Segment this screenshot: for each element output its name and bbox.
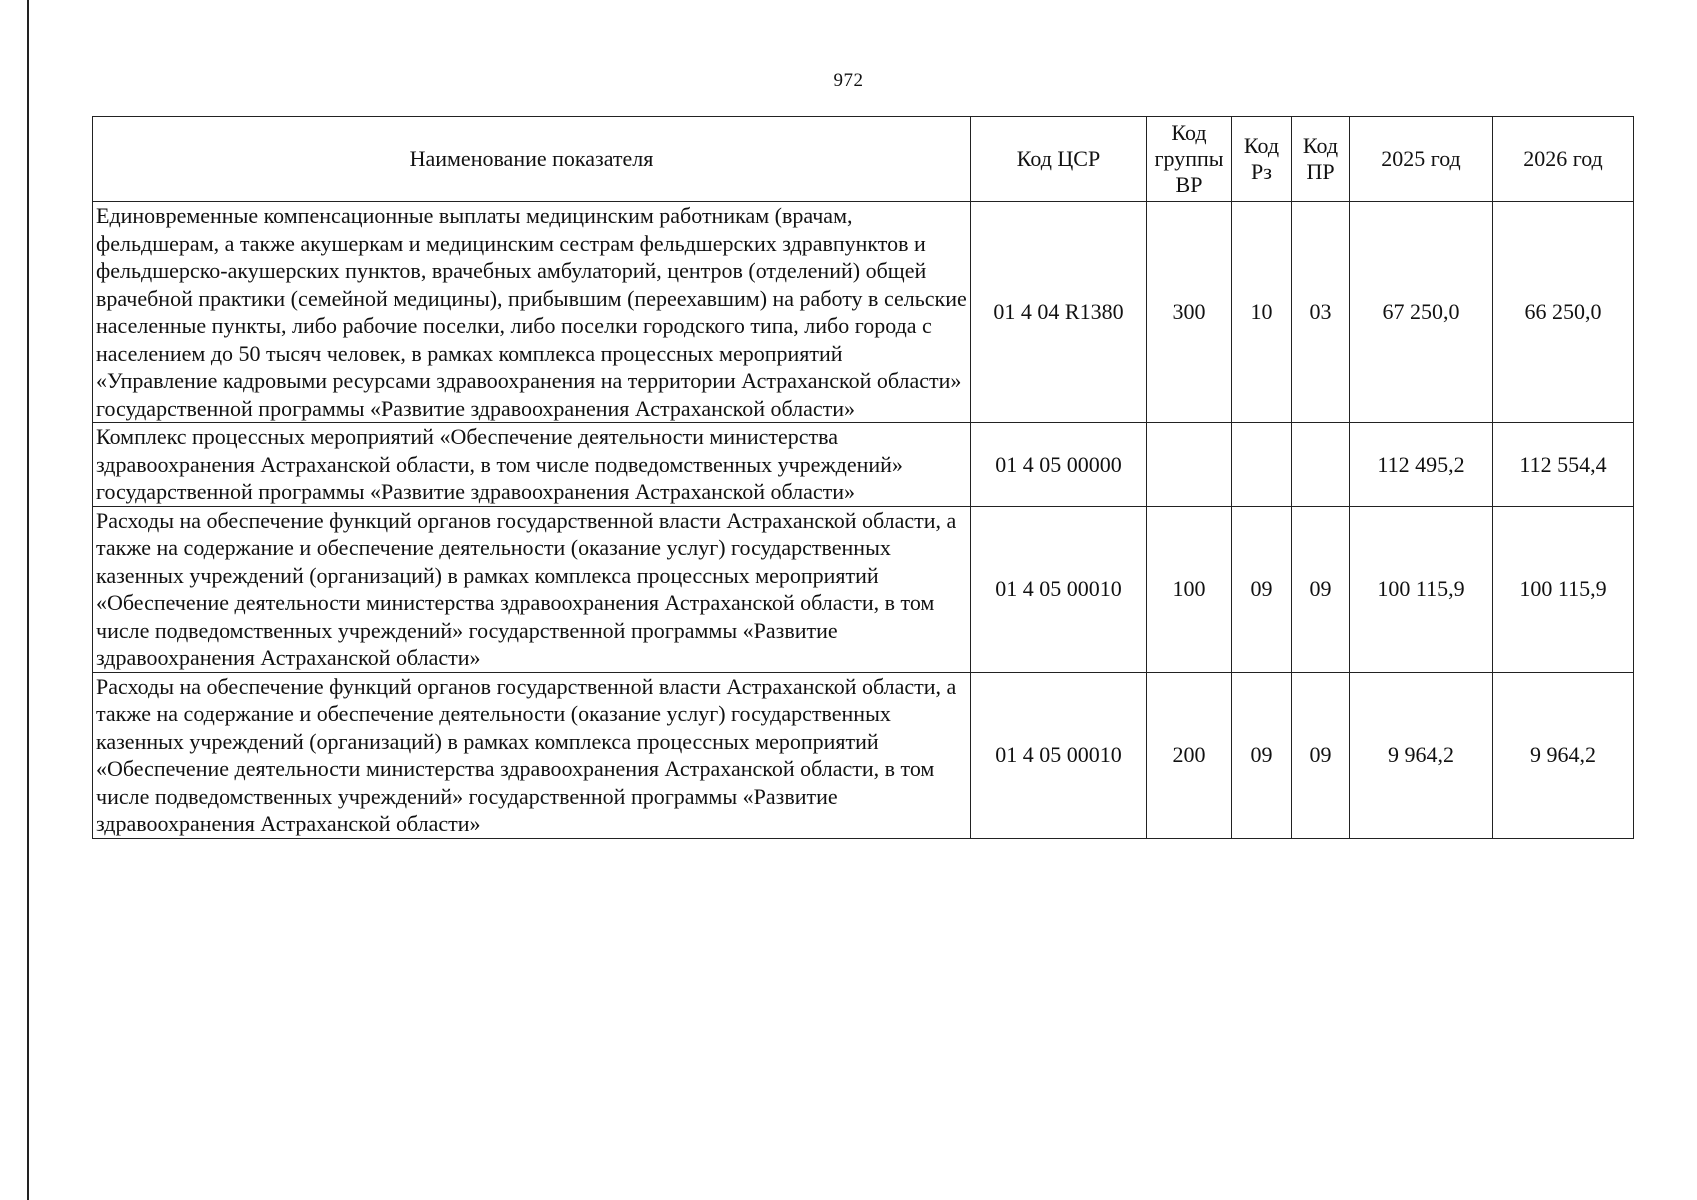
- cell-name: Расходы на обеспечение функций органов государственной власти Астраханской области, а также на содержание и обеспечение деятельности (оказание услуг) государственных казенных учреждений (организаций) в рамках комплекса процессных мероприятий «Обеспечение деятельности министерства здравоохранения Астраханской области, в том числе подведомственных учреждений» государственной программы «Развитие здравоохранения Астраханской области»: [93, 506, 971, 672]
- cell-rz: 10: [1232, 202, 1292, 423]
- cell-vr: 300: [1147, 202, 1232, 423]
- header-2025: 2025 год: [1350, 117, 1493, 202]
- cell-name: Расходы на обеспечение функций органов государственной власти Астраханской области, а также на содержание и обеспечение деятельности (оказание услуг) государственных казенных учреждений (организаций) в рамках комплекса процессных мероприятий «Обеспечение деятельности министерства здравоохранения Астраханской области, в том числе подведомственных учреждений» государственной программы «Развитие здравоохранения Астраханской области»: [93, 672, 971, 838]
- cell-csr: 01 4 05 00010: [971, 672, 1147, 838]
- cell-name: Единовременные компенсационные выплаты медицинским работникам (врачам, фельдшерам, а также акушеркам и медицинским сестрам фельдшерских здравпунктов и фельдшерско-акушерских пунктов, врачебных амбулаторий, центров (отделений) общей врачебной практики (семейной медицины), прибывшим (переехавшим) на работу в сельские населенные пункты, либо рабочие поселки, либо поселки городского типа, либо города с населением до 50 тысяч человек, в рамках комплекса процессных мероприятий «Управление кадровыми ресурсами здравоохранения на территории Астраханской области» государственной программы «Развитие здравоохранения Астраханской области»: [93, 202, 971, 423]
- cell-2026: 100 115,9: [1493, 506, 1634, 672]
- table-row: [93, 423, 1634, 507]
- cell-rz: 09: [1232, 672, 1292, 838]
- cell-2025: 112 495,2: [1350, 423, 1493, 507]
- cell-vr: 100: [1147, 506, 1232, 672]
- table-row: [93, 506, 1634, 672]
- cell-vr: [1147, 423, 1232, 507]
- header-csr: Код ЦСР: [971, 117, 1147, 202]
- cell-name: Комплекс процессных мероприятий «Обеспечение деятельности министерства здравоохранения Астраханской области, в том числе подведомственных учреждений» государственной программы «Развитие здравоохранения Астраханской области»: [93, 423, 971, 507]
- cell-csr: 01 4 04 R1380: [971, 202, 1147, 423]
- cell-2026: 66 250,0: [1493, 202, 1634, 423]
- cell-2025: 100 115,9: [1350, 506, 1493, 672]
- cell-pr: 09: [1292, 672, 1350, 838]
- budget-table: [92, 116, 1634, 839]
- page-number: 972: [833, 70, 864, 91]
- cell-rz: [1232, 423, 1292, 507]
- cell-csr: 01 4 05 00000: [971, 423, 1147, 507]
- table-row: [93, 202, 1634, 423]
- table-row: [93, 672, 1634, 838]
- cell-rz: 09: [1232, 506, 1292, 672]
- binding-line: [27, 0, 29, 1200]
- cell-2025: 67 250,0: [1350, 202, 1493, 423]
- cell-vr: 200: [1147, 672, 1232, 838]
- header-vr: Код группы ВР: [1147, 117, 1232, 202]
- cell-csr: 01 4 05 00010: [971, 506, 1147, 672]
- header-name: Наименование показателя: [93, 117, 971, 202]
- table-header-row: [93, 117, 1634, 202]
- cell-pr: 09: [1292, 506, 1350, 672]
- header-2026: 2026 год: [1493, 117, 1634, 202]
- cell-pr: 03: [1292, 202, 1350, 423]
- cell-2025: 9 964,2: [1350, 672, 1493, 838]
- header-rz: Код Рз: [1232, 117, 1292, 202]
- cell-2026: 112 554,4: [1493, 423, 1634, 507]
- header-pr: Код ПР: [1292, 117, 1350, 202]
- cell-2026: 9 964,2: [1493, 672, 1634, 838]
- cell-pr: [1292, 423, 1350, 507]
